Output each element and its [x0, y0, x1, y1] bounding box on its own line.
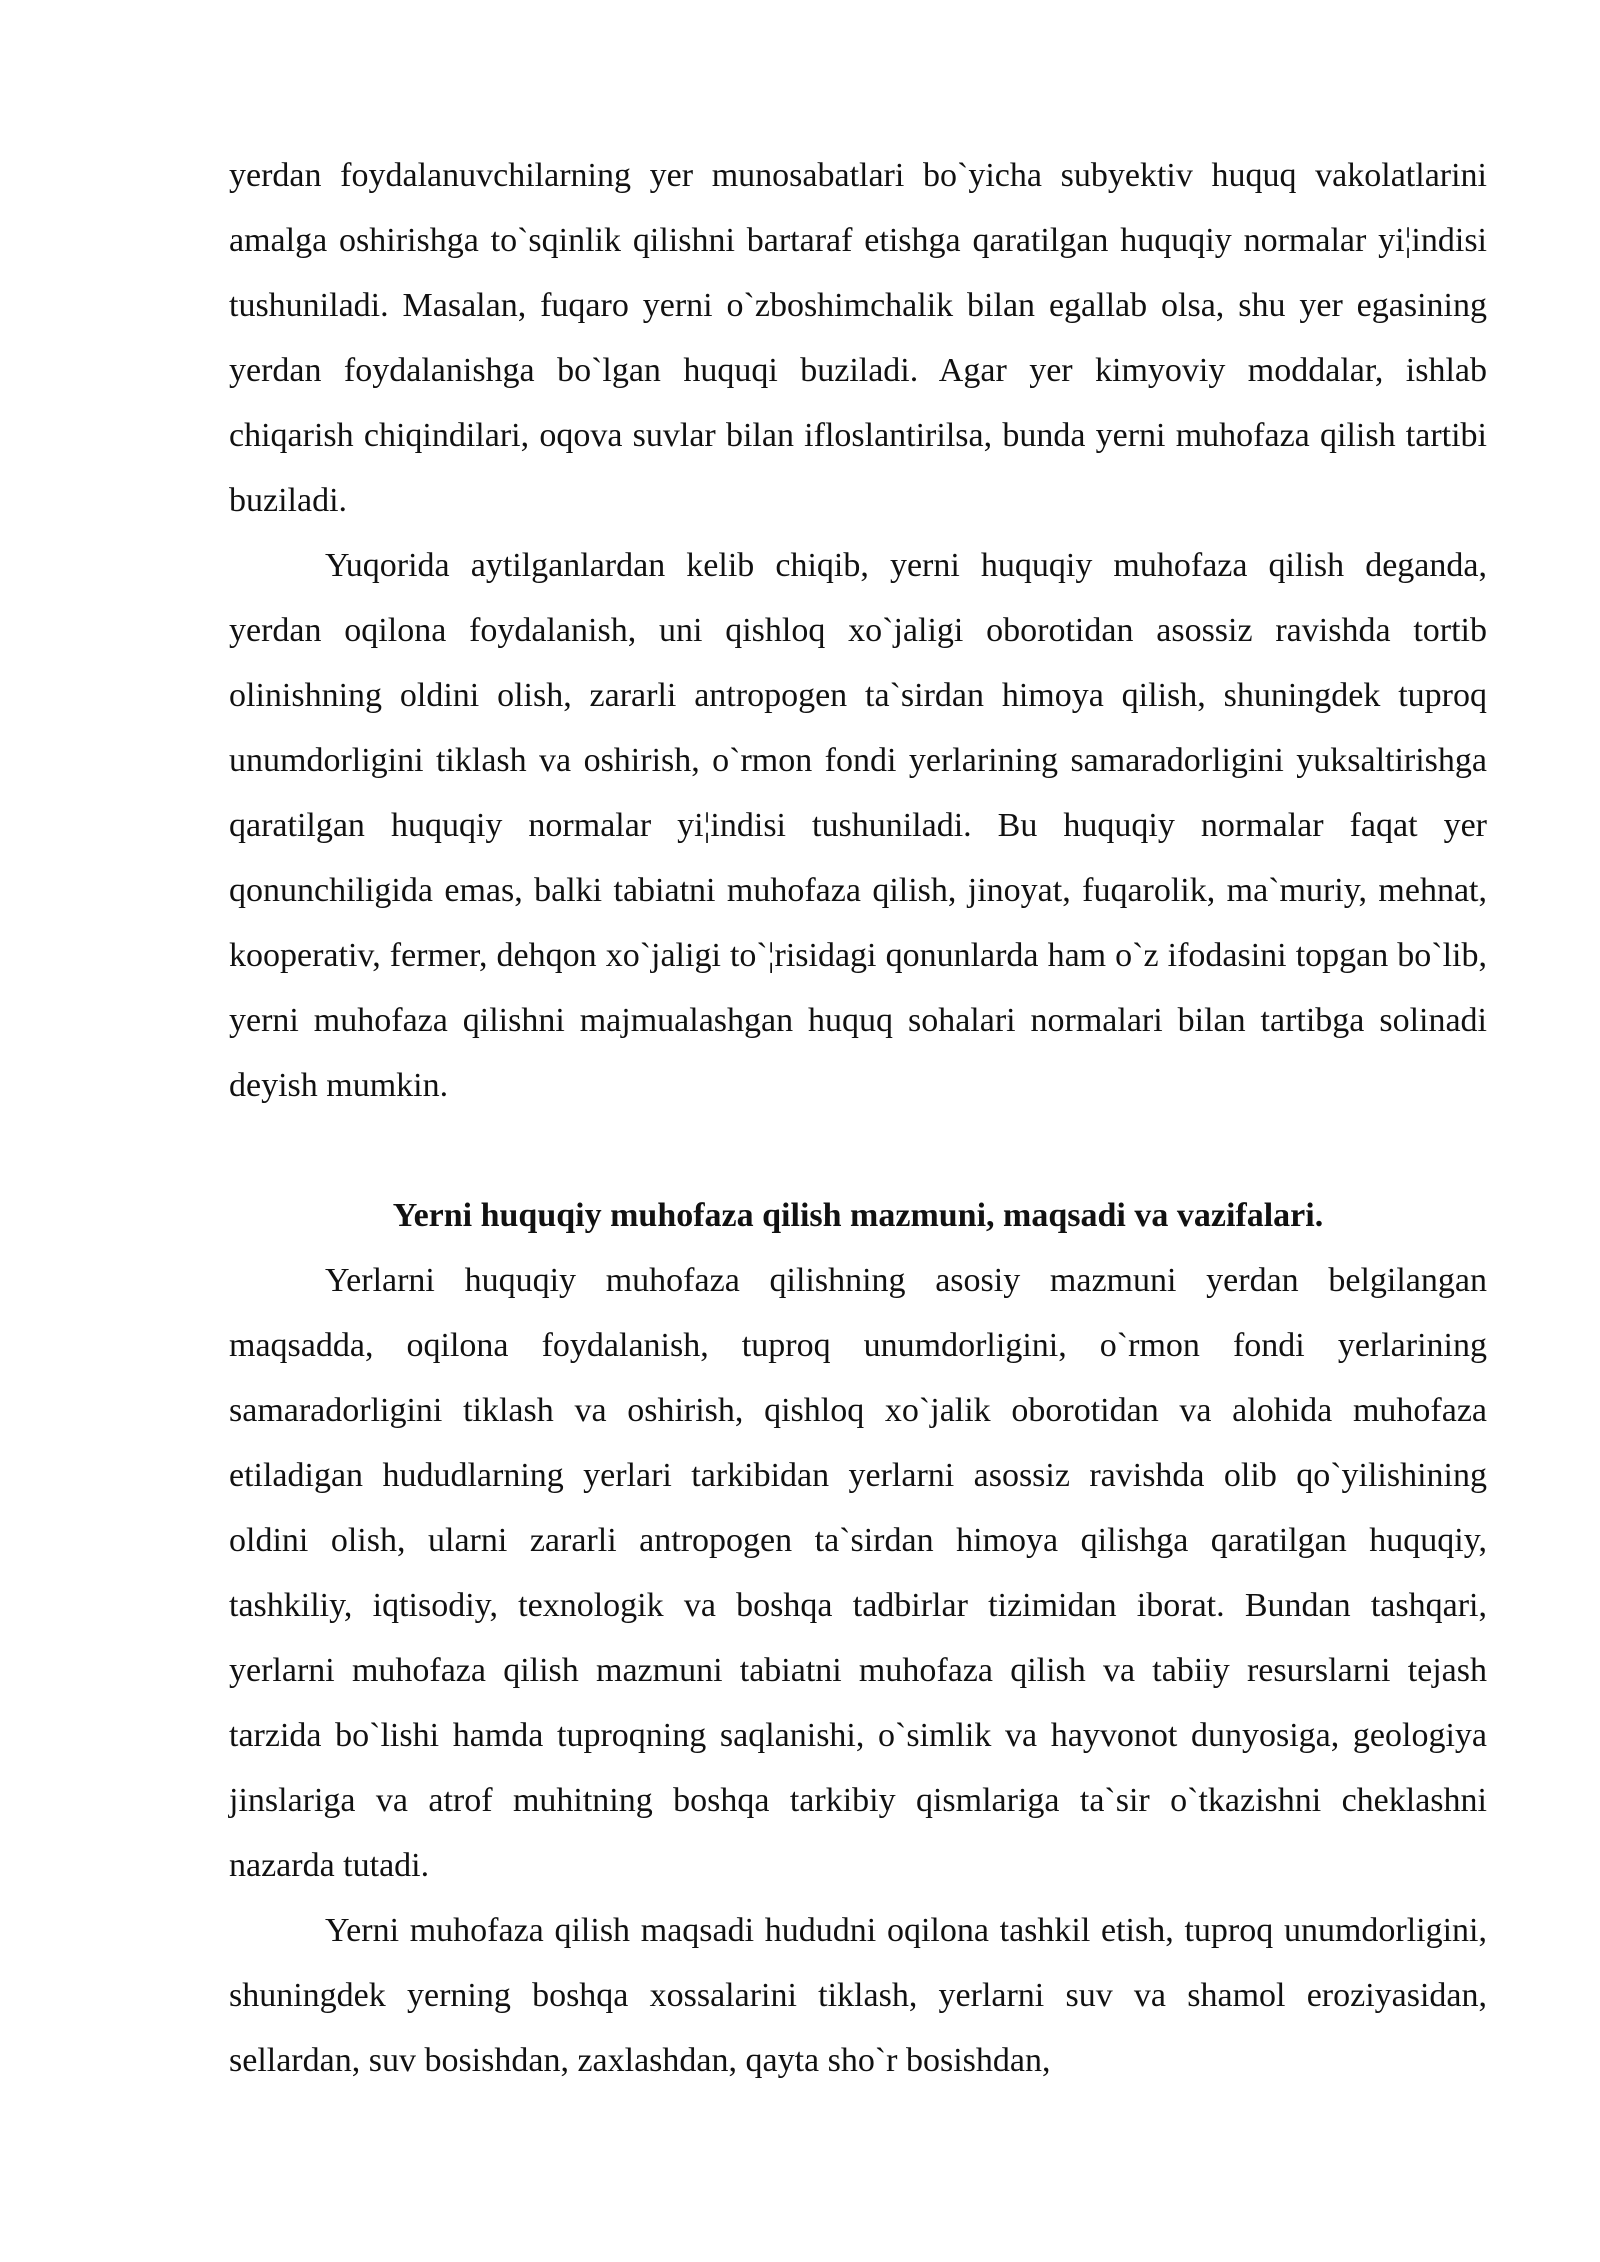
paragraph-3: Yerlarni huquqiy muhofaza qilishning asosiy mazmuni yerdan belgilangan maqsadda, oqilona foydalanish, tuproq unumdorligini, o`rmon fondi yerlarining samaradorligini tiklash va oshirish, qishloq xo`jalik oborotidan va alohida muhofaza etiladigan hududlarning yerlari tarkibidan yerlarni asossiz ravishda olib qo`yilishining oldini olish, ularni zararli antropogen ta`sirdan himoya qilishga qaratilgan huquqiy, tashkiliy, iqtisodiy, texnologik va boshqa tadbirlar tizimidan iborat. Bundan tashqari, yerlarni muhofaza qilish mazmuni tabiatni muhofaza qilish va tabiiy resurslarni tejash tarzida bo`lishi hamda tuproqning saqlanishi, o`simlik va hayvonot dunyosiga, geologiya jinslariga va atrof muhitning boshqa tarkibiy qismlariga ta`sir o`tkazishni cheklashni nazarda tutadi. — [229, 1262, 1487, 1884]
section-heading: Yerni huquqiy muhofaza qilish mazmuni, maqsadi va vazifalari. — [392, 1197, 1324, 1234]
document-body — [229, 143, 1487, 2093]
paragraph-4: Yerni muhofaza qilish maqsadi hududni oqilona tashkil etish, tuproq unumdorligini, shuningdek yerning boshqa xossalarini tiklash, yerlarni suv va shamol eroziyasidan, sellardan, suv bosishdan, zaxlashdan, qayta sho`r bosishdan, — [229, 1912, 1487, 2079]
paragraph-2: Yuqorida aytilganlardan kelib chiqib, yerni huquqiy muhofaza qilish deganda, yerdan oqilona foydalanish, uni qishloq xo`jaligi oborotidan asossiz ravishda tortib olinishning oldini olish, zararli antropogen ta`sirdan himoya qilish, shuningdek tuproq unumdorligini tiklash va oshirish, o`rmon fondi yerlarining samaradorligini yuksaltirishga qaratilgan huquqiy normalar yi¦indisi tushuniladi. Bu huquqiy normalar faqat yer qonunchiligida emas, balki tabiatni muhofaza qilish, jinoyat, fuqarolik, ma`muriy, mehnat, kooperativ, fermer, dehqon xo`jaligi to`¦risidagi qonunlarda ham o`z ifodasini topgan bo`lib, yerni muhofaza qilishni majmualashgan huquq sohalari normalari bilan tartibga solinadi deyish mumkin. — [229, 547, 1487, 1104]
paragraph-1: yerdan foydalanuvchilarning yer munosabatlari bo`yicha subyektiv huquq vakolatlarini amalga oshirishga to`sqinlik qilishni bartaraf etishga qaratilgan huquqiy normalar yi¦indisi tushuniladi. Masalan, fuqaro yerni o`zboshimchalik bilan egallab olsa, shu yer egasining yerdan foydalanishga bo`lgan huquqi buziladi. Agar yer kimyoviy moddalar, ishlab chiqarish chiqindilari, oqova suvlar bilan ifloslantirilsa, bunda yerni muhofaza qilish tartibi buziladi. — [229, 157, 1487, 519]
